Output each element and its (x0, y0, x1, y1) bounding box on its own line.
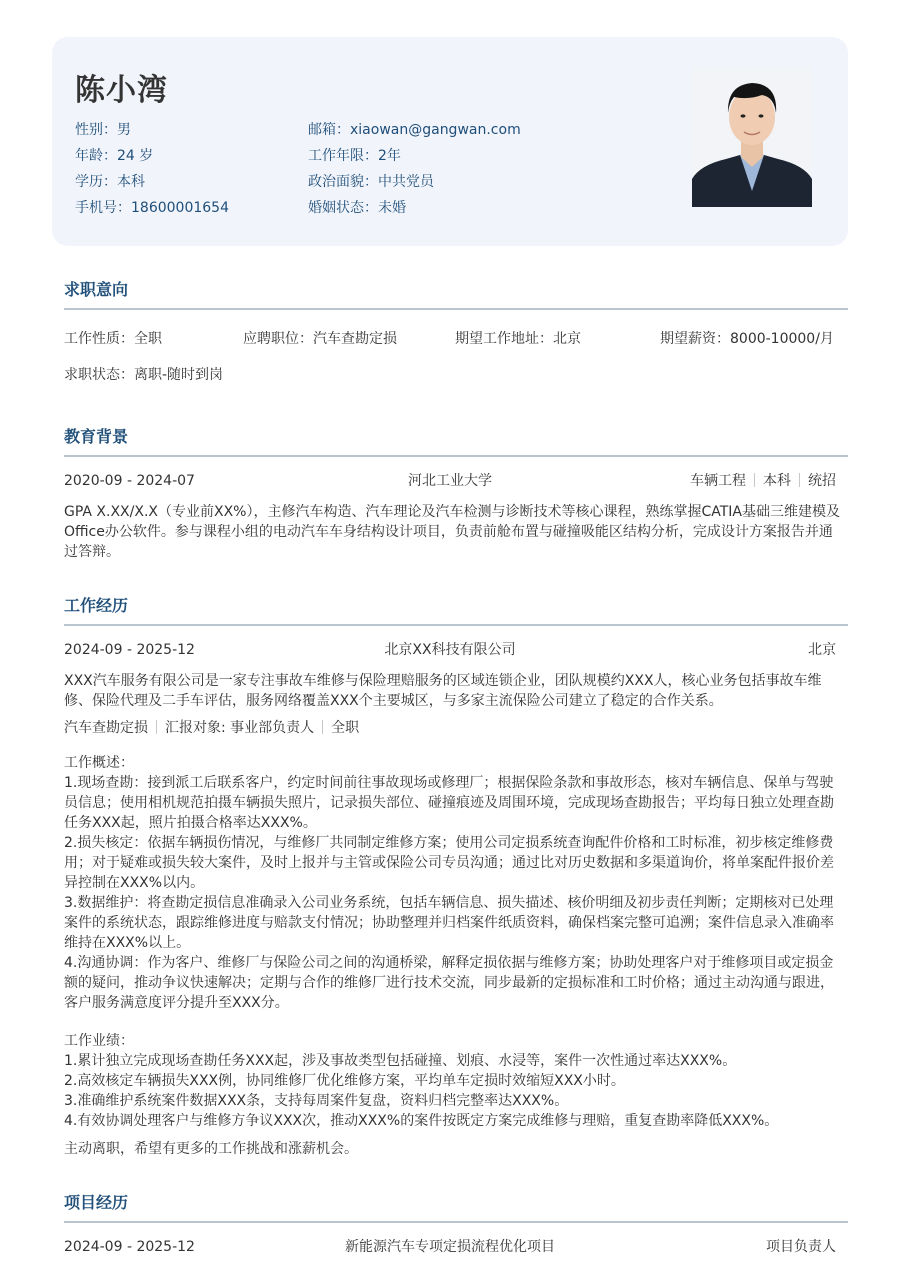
project-date: 2024-09 - 2025-12 (64, 1239, 195, 1255)
work-company: 北京XX科技有限公司 (384, 642, 516, 658)
profile-photo (692, 67, 812, 207)
section-title-intent: 求职意向 (64, 280, 129, 299)
company-description: XXX汽车服务有限公司是一家专注事故车维修与保险理赔服务的区域连锁企业，团队规模约XXX人，核心业务包括事故车维修、保险代理及二手车评估，服务网络覆盖XXX个主要城区，与多家主流保险公司建立了稳定的合作关系。 (64, 673, 822, 709)
intent-salary: 期望薪资：8000-10000/月 (660, 331, 834, 347)
intent-position: 应聘职位：汽车查勘定损 (243, 331, 397, 347)
education-description: GPA X.XX/X.X（专业前XX%），主修汽车构造、汽车理论及汽车检测与诊断技术等核心课程，熟练掌握CATIA基础三维建模及Office办公软件。参与课程小组的电动汽车车身结构设计项目，负责前舱布置与碰撞吸能区结构分析，完成设计方案报告并通过答辩。 (64, 504, 840, 560)
achievement-item: 3.准确维护系统案件数据XXX条，支持每周案件复盘，资料归档完整率达XXX%。 (64, 1093, 569, 1109)
political-status-row: 政治面貌：中共党员 (308, 174, 434, 190)
section-title-project: 项目经历 (64, 1193, 129, 1212)
work-date: 2024-09 - 2025-12 (64, 642, 195, 658)
candidate-name: 陈小湾 (75, 73, 168, 108)
achievements-title: 工作业绩： (64, 1033, 134, 1049)
tag-separator (754, 473, 755, 487)
section-title-education: 教育背景 (64, 427, 129, 446)
achievement-item: 2.高效核定车辆损失XXX例，协同维修厂优化维修方案，平均单车定损时效缩短XXX小时。 (64, 1073, 625, 1089)
phone-row: 手机号：18600001654 (75, 200, 229, 216)
tag-separator (799, 473, 800, 487)
education-date: 2020-09 - 2024-07 (64, 473, 195, 489)
project-role: 项目负责人 (766, 1239, 836, 1255)
intent-status: 求职状态：离职-随时到岗 (64, 367, 224, 383)
leave-reason: 主动离职，希望有更多的工作挑战和涨薪机会。 (64, 1141, 358, 1157)
section-divider (64, 624, 848, 626)
section-title-work: 工作经历 (64, 596, 129, 615)
intent-location: 期望工作地址：北京 (455, 331, 581, 347)
degree-row: 学历：本科 (75, 174, 145, 190)
person-portrait-icon (692, 67, 812, 207)
project-name: 新能源汽车专项定损流程优化项目 (345, 1239, 555, 1255)
education-tags: 车辆工程 本科 统招 (690, 473, 836, 489)
section-divider (64, 455, 848, 457)
email-row: 邮箱：xiaowan@gangwan.com (308, 122, 521, 138)
marital-status-row: 婚姻状态：未婚 (308, 200, 406, 216)
overview-item: 4.沟通协调：作为客户、维修厂与保险公司之间的沟通桥梁，解释定损依据与维修方案；协助处理客户对于维修项目或定损金额的疑问，推动争议快速解决；定期与合作的维修厂进行技术交流，同步最新的定损标准和工时价格；通过主动沟通与跟进，客户服务满意度评分提升至XXX分。 (64, 955, 834, 1011)
profile-card (52, 37, 848, 246)
overview-item: 3.数据维护：将查勘定损信息准确录入公司业务系统，包括车辆信息、损失描述、核价明细及初步责任判断；定期核对已处理案件的系统状态，跟踪维修进度与赔款支付情况；协助整理并归档案件纸质资料，确保档案完整可追溯；案件信息录入准确率维持在XXX%以上。 (64, 895, 834, 951)
gender-row: 性别：男 (75, 122, 131, 138)
section-divider (64, 1221, 848, 1223)
achievement-item: 4.有效协调处理客户与维修方争议XXX次，推动XXX%的案件按既定方案完成维修与理赔，重复查勘率降低XXX%。 (64, 1113, 779, 1129)
intent-work-type: 工作性质：全职 (64, 331, 162, 347)
overview-title: 工作概述： (64, 755, 134, 771)
age-row: 年龄：24 岁 (75, 148, 154, 164)
work-city: 北京 (808, 642, 836, 658)
work-overview (64, 753, 840, 1013)
education-school: 河北工业大学 (408, 473, 492, 489)
work-achievements (64, 1031, 840, 1131)
tag-separator (156, 720, 157, 734)
tag-separator (322, 720, 323, 734)
overview-item: 1.现场查勘：接到派工后联系客户，约定时间前往事故现场或修理厂；根据保险条款和事故形态，核对车辆信息、保单与驾驶员信息；使用相机规范拍摄车辆损失照片，记录损失部位、碰撞痕迹及周围环境，完成现场查勘报告；平均每日独立处理查勘任务XXX起，照片拍摄合格率达XXX%。 (64, 775, 834, 831)
work-years-row: 工作年限：2年 (308, 148, 401, 164)
achievement-item: 1.累计独立完成现场查勘任务XXX起，涉及事故类型包括碰撞、划痕、水浸等，案件一次性通过率达XXX%。 (64, 1053, 737, 1069)
overview-item: 2.损失核定：依据车辆损伤情况，与维修厂共同制定维修方案；使用公司定损系统查询配件价格和工时标准，初步核定维修费用；对于疑难或损失较大案件，及时上报并与主管或保险公司专员沟通；通过比对历史数据和多渠道询价，将单案配件报价差异控制在XXX%以内。 (64, 835, 834, 891)
work-tags: 汽车查勘定损 汇报对象: 事业部负责人 全职 (64, 720, 360, 736)
profile-info-left (75, 117, 229, 221)
section-divider (64, 308, 848, 310)
profile-info-right (308, 117, 521, 221)
